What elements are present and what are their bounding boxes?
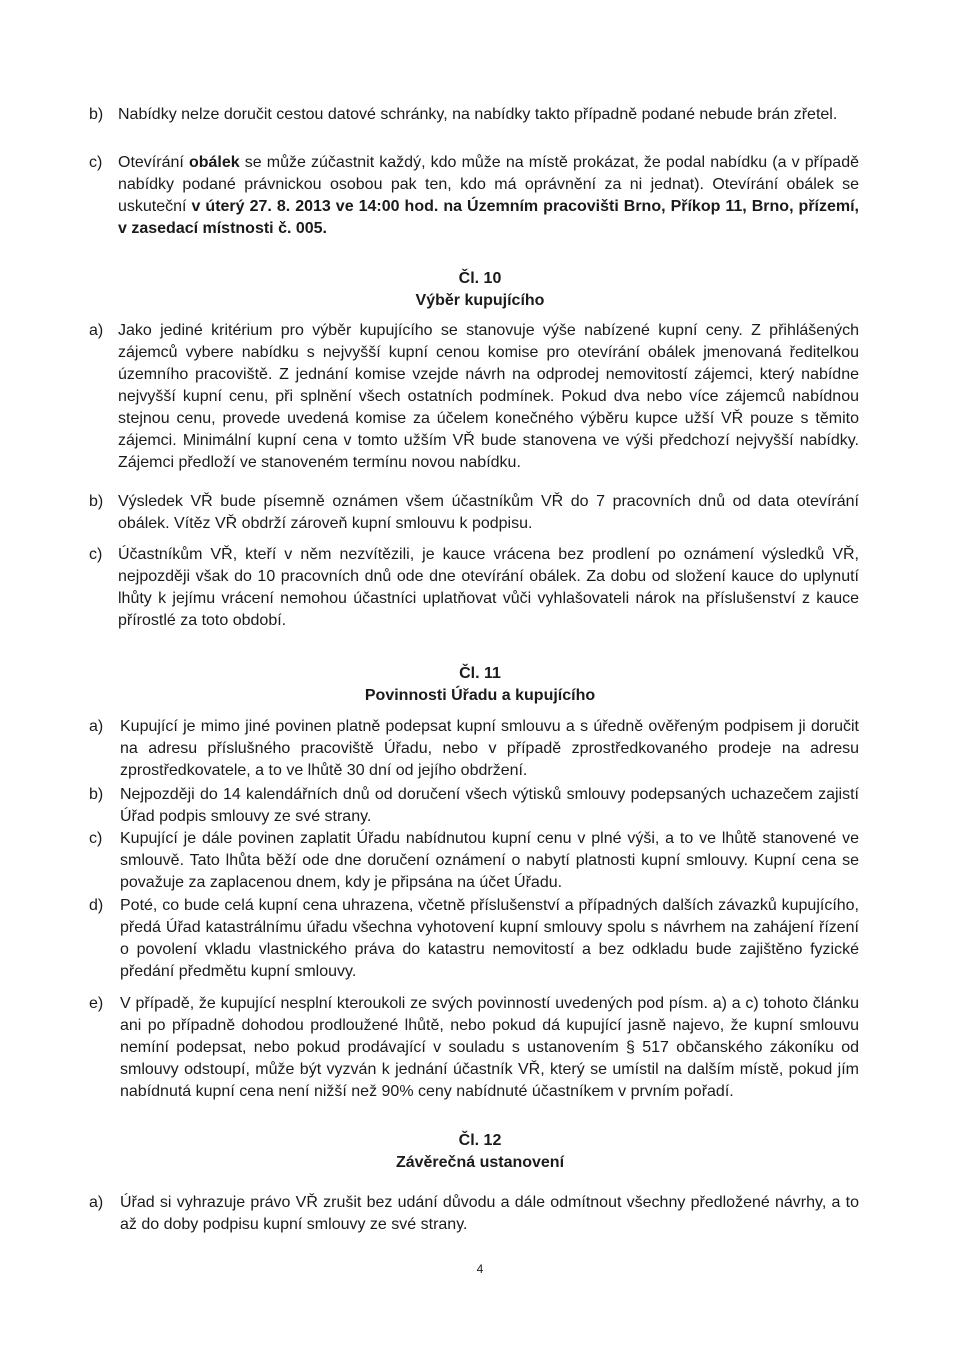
item-label: a) <box>89 322 104 339</box>
item-label: b) <box>89 106 104 123</box>
item-text: Poté, co bude celá kupní cena uhrazena, včetně příslušenství a případných dalších závazků kupujícího, předá Úřad katastrálnímu úřadu všechna vyhotovení kupní smlouvy spolu s návrhem na zahájení řízení o povolení vkladu vlastnického práva do katastru nemovitostí a bez odkladu bude zajištěno fyzické předání předmětu kupní smlouvy. <box>120 897 859 980</box>
intro-item-b <box>89 104 859 126</box>
item-text: Nejpozději do 14 kalendářních dnů od doručení všech výtisků smlouvy podepsaných uchazečem zajistí Úřad podpis smlouvy ze své strany. <box>120 786 859 825</box>
item-label: c) <box>89 830 103 847</box>
item-label: b) <box>89 786 104 803</box>
item-text: Kupující je dále povinen zaplatit Úřadu nabídnutou kupní cenu v plné výši, a to ve lhůtě stanovené ve smlouvě. Tato lhůta běží ode dne doručení oznámení o nabytí platnosti kupní smlouvy. Kupní cena se považuje za zaplacenou dnem, kdy je připsána na účet Úřadu. <box>120 830 859 891</box>
article-11-item-b <box>89 784 859 828</box>
item-text: Účastníkům VŘ, kteří v něm nezvítězili, je kauce vrácena bez prodlení po oznámení výsledků VŘ, nejpozději však do 10 pracovních dnů ode dne otevírání obálek. Za dobu od složení kauce do uplynutí lhůty k jejímu vrácení nemohou účastníci uplatňovat vůči vyhlašovateli nárok na příslušenství z kauce přírostlé za toto období. <box>118 546 859 629</box>
item-label: b) <box>89 493 104 510</box>
article-11-item-c <box>89 828 859 894</box>
intro-item-c <box>89 152 859 240</box>
item-label: c) <box>89 154 103 171</box>
article-11-heading <box>0 663 960 707</box>
article-title: Povinnosti Úřadu a kupujícího <box>364 687 596 704</box>
item-label: e) <box>89 995 104 1012</box>
item-text: Výsledek VŘ bude písemně oznámen všem účastníkům VŘ do 7 pracovních dnů od data otevírání obálek. Vítěz VŘ obdrží zároveň kupní smlouvu k podpisu. <box>118 493 859 532</box>
item-label: a) <box>89 1194 104 1211</box>
article-title: Závěrečná ustanovení <box>395 1154 565 1171</box>
item-text: Nabídky nelze doručit cestou datové schránky, na nabídky takto případně podané nebude brán zřetel. <box>118 106 838 123</box>
item-label: a) <box>89 718 104 735</box>
text-run-bold: obálek <box>188 154 240 171</box>
article-number: Čl. 10 <box>458 270 502 287</box>
page-number: 4 <box>476 1262 484 1276</box>
article-number: Čl. 11 <box>459 665 501 682</box>
article-12-heading <box>0 1130 960 1174</box>
text-run-bold: v úterý 27. 8. 2013 ve 14:00 hod. na Územním pracovišti Brno, Příkop 11, Brno, přízemí, v zasedací místnosti č. 005. <box>118 198 860 237</box>
text-run: se může zúčastnit každý, kdo může na místě prokázat, že podal nabídku (a v případě nabídky podané právnickou osobou pak ten, kdo má oprávnění za ni jednat). Otevírání obálek se uskuteční <box>118 154 860 215</box>
article-11-item-e <box>89 993 859 1103</box>
article-11-item-a <box>89 716 859 782</box>
item-text: V případě, že kupující nesplní kteroukoli ze svých povinností uvedených pod písm. a) a c) tohoto článku ani po případně dohodou prodloužené lhůtě, nebo pokud dá kupující jasně najevo, že kupní smlouvu nemíní podepsat, nebo pokud prodávající v souladu s ustanovením § 517 občanského zákoníku od smlouvy odstoupí, může být vyzván k jednání účastník VŘ, který se umístil na dalším místě, pokud jím nabídnutá kupní cena není nižší než 90% ceny nabídnuté účastníkem v prvním pořadí. <box>120 995 859 1100</box>
item-text <box>118 152 859 240</box>
item-text: Kupující je mimo jiné povinen platně podepsat kupní smlouvu a s úředně ověřeným podpisem ji doručit na adresu příslušného pracoviště Úřadu, nebo v případě zprostředkovaného prodeje na adresu zprostředkovatele, a to ve lhůtě 30 dní od jejího obdržení. <box>120 718 859 779</box>
item-label: c) <box>89 546 103 563</box>
text-run: Otevírání <box>118 154 189 171</box>
article-12-item-a <box>89 1192 859 1236</box>
item-text: Jako jediné kritérium pro výběr kupujícího se stanovuje výše nabízené kupní ceny. Z přihlášených zájemců vybere nabídku s nejvyšší kupní cenou komise pro otevírání obálek jmenovaná ředitelkou územního pracoviště. Z jednání komise vzejde návrh na odprodej nemovitostí zájemci, který nabídne nejvyšší kupní cenu, při splnění všech ostatních podmínek. Pokud dva nebo více zájemců nabídnou stejnou cenu, provede uvedená komise za účelem konečného výběru kupce užší VŘ pouze s těmito zájemci. Minimální kupní cena v tomto užším VŘ bude stanovena ve výši předchozí nejvyšší nabídky. Zájemci předloží ve stanoveném termínu novou nabídku. <box>118 322 859 471</box>
article-11-item-d <box>89 895 859 983</box>
article-number: Čl. 12 <box>458 1132 502 1149</box>
article-title: Výběr kupujícího <box>415 292 545 309</box>
article-10-item-c <box>89 544 859 632</box>
article-10-item-b <box>89 491 859 535</box>
article-10-item-a <box>89 320 859 474</box>
article-10-heading <box>0 268 960 312</box>
item-text: Úřad si vyhrazuje právo VŘ zrušit bez udání důvodu a dále odmítnout všechny předložené návrhy, a to až do doby podpisu kupní smlouvy ze své strany. <box>120 1194 859 1233</box>
item-label: d) <box>89 897 104 914</box>
